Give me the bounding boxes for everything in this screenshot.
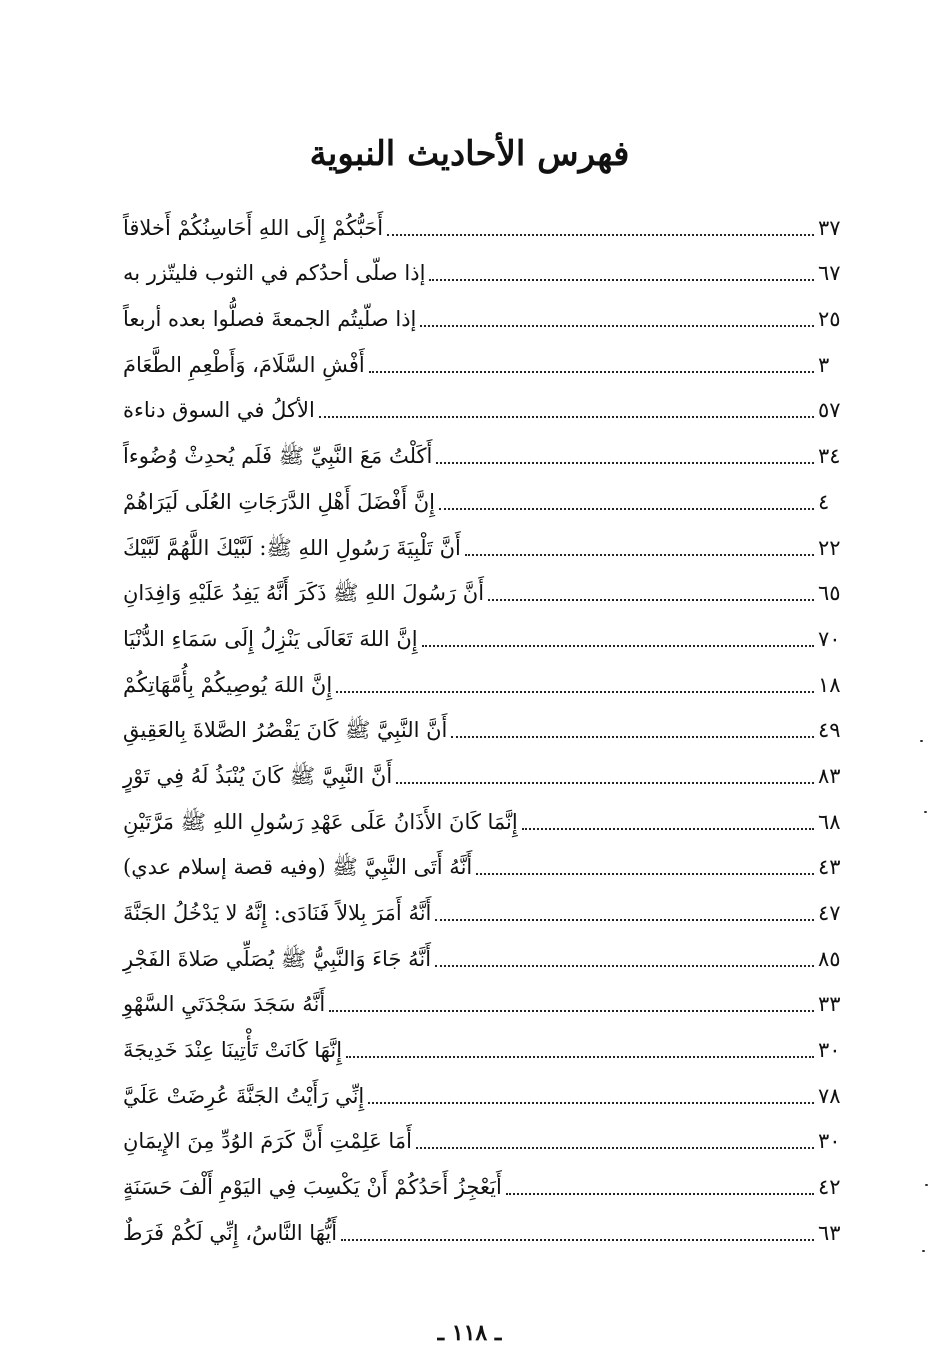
index-entry (123, 979, 846, 1025)
hadith-index-list (123, 202, 846, 1253)
hadith-text: أَيُّهَا النَّاسُ، إِنِّي لَكُمْ فَرَطٌ (123, 1220, 338, 1245)
hadith-text: إِنَّمَا كَانَ الأَذَانُ عَلَى عَهْدِ رَسُولِ اللهِ ﷺ مَرَّتَيْنِ (123, 809, 518, 834)
index-entry (123, 430, 846, 476)
page-number: ـ ١١٨ ـ (437, 1320, 502, 1346)
hadith-text: أَكَلْتُ مَعَ النَّبِيِّ ﷺ فَلَم يُحدِثْ وُضُوءاً (123, 444, 433, 469)
dot-leader (435, 965, 814, 967)
dot-leader (488, 599, 814, 601)
index-entry (123, 613, 846, 659)
scan-speck (920, 740, 923, 742)
hadith-text: إذا صلّيتُم الجمعةَ فصلُّوا بعده أربعاً (123, 307, 417, 332)
index-entry (123, 1070, 846, 1116)
dot-leader (439, 508, 814, 510)
hadith-page-number: ٣٣ (818, 992, 841, 1017)
hadith-page-number: ٣ (818, 352, 830, 377)
dot-leader (420, 325, 814, 327)
hadith-page-number: ٢٢ (818, 535, 841, 560)
dot-leader (422, 645, 814, 647)
dot-leader (396, 782, 814, 784)
index-entry (123, 1161, 846, 1207)
dot-leader (369, 371, 814, 373)
hadith-page-number: ٤٩ (818, 718, 841, 743)
index-entry (123, 842, 846, 888)
scan-speck (924, 811, 927, 813)
hadith-page-number: ٤٢ (818, 1175, 841, 1200)
hadith-text: إذا صلّى أحدُكم في الثوب فليتّزر به (123, 261, 426, 286)
index-entry (123, 887, 846, 933)
hadith-page-number: ٤٧ (818, 901, 841, 925)
index-entry (123, 1116, 846, 1162)
hadith-page-number: ٦٧ (818, 261, 841, 286)
hadith-text: أَنَّ تَلْبِيَةَ رَسُولِ اللهِ ﷺ: لَبَّيْكَ اللَّهُمَّ لَبَّيْكَ (123, 535, 461, 560)
hadith-text: أَحَبُّكُمْ إِلَى اللهِ أَحَاسِنُكُمْ أَخلاقاً (123, 215, 384, 240)
hadith-page-number: ٧٨ (818, 1083, 841, 1108)
hadith-page-number: ٦٥ (818, 581, 841, 606)
scan-speck (922, 1250, 925, 1252)
hadith-page-number: ٥٧ (818, 398, 841, 423)
index-entry (123, 293, 846, 339)
hadith-text: إِنَّ اللهَ تَعَالَى يَنْزِلُ إِلَى سَمَاءِ الدُّنْيَا (123, 626, 418, 651)
hadith-page-number: ٣٧ (818, 215, 841, 240)
hadith-text: أَنَّ رَسُولَ اللهِ ﷺ ذَكَرَ أَنَّهُ يَفِدُ عَلَيْهِ وَافِدَانِ (123, 581, 485, 606)
index-entry (123, 202, 846, 248)
hadith-text: أَنَّهُ جَاءَ وَالنَّبِيُّ ﷺ يُصَلِّي صَلاةَ الفَجْرِ (123, 946, 432, 971)
hadith-text: أَنَّهُ سَجَدَ سَجْدَتَيِ السَّهْوِ (123, 992, 326, 1017)
index-entry (123, 248, 846, 294)
dot-leader (368, 1102, 814, 1104)
index-entry (123, 933, 846, 979)
index-entry (123, 339, 846, 385)
hadith-text: الأكلُ في السوق دناءة (123, 398, 315, 423)
dot-leader (451, 736, 814, 738)
index-entry (123, 1024, 846, 1070)
index-entry (123, 1207, 846, 1253)
dot-leader (436, 462, 814, 464)
page-title: فهرس الأحاديث النبوية (309, 133, 630, 174)
hadith-text: أَنَّ النَّبِيَّ ﷺ كَانَ يَقْصُرُ الصَّلاةَ بِالعَقِيقِ (123, 718, 448, 743)
dot-leader (522, 828, 814, 830)
index-entry (123, 659, 846, 705)
index-entry (123, 796, 846, 842)
dot-leader (429, 279, 814, 281)
hadith-text: أَمَا عَلِمْتِ أَنَّ كَرَمَ الوُدِّ مِنَ الإِيمَانِ (123, 1129, 412, 1154)
hadith-text: إِنِّي رَأَيْتُ الجَنَّةَ عُرِضَتْ عَلَيَّ (123, 1083, 365, 1108)
hadith-page-number: ١٨ (818, 672, 841, 697)
dot-leader (506, 1193, 814, 1195)
index-entry (123, 476, 846, 522)
hadith-page-number: ٦٣ (818, 1220, 841, 1245)
hadith-text: إِنَّ اللهَ يُوصِيكُمْ بِأُمَّهَاتِكُمْ (123, 672, 333, 697)
index-entry (123, 568, 846, 614)
index-entry (123, 750, 846, 796)
hadith-page-number: ٨٣ (818, 763, 841, 788)
hadith-text: إِنَّ أَفْضَلَ أَهْلِ الدَّرَجَاتِ العُلَى لَيَرَاهُمْ (123, 489, 436, 514)
dot-leader (435, 919, 814, 921)
dot-leader (346, 1056, 814, 1058)
hadith-page-number: ٤٣ (818, 855, 841, 880)
index-entry (123, 705, 846, 751)
index-entry (123, 522, 846, 568)
hadith-text: أَنَّهُ أَتَى النَّبِيَّ ﷺ (وفيه قصة إسلام عدي) (123, 855, 473, 880)
hadith-text: أَنَّ النَّبِيَّ ﷺ كَانَ يُنْبَذُ لَهُ فِي تَوْرٍ (123, 763, 393, 788)
hadith-text: أَيَعْجِزُ أَحَدُكُمْ أَنْ يَكْسِبَ فِي اليَوْمِ أَلْفَ حَسَنَةٍ (123, 1175, 502, 1200)
hadith-page-number: ٢٥ (818, 307, 841, 332)
hadith-text: أَفْشِ السَّلَامَ، وَأَطْعِمِ الطَّعَامَ (123, 352, 365, 377)
hadith-text: إِنَّهَا كَانَتْ تَأْتِينَا عِنْدَ خَدِيجَةَ (123, 1038, 343, 1063)
hadith-page-number: ٣٤ (818, 444, 841, 469)
hadith-page-number: ٨٥ (818, 946, 841, 971)
dot-leader (336, 691, 814, 693)
hadith-page-number: ٣٠ (818, 1038, 841, 1063)
dot-leader (319, 416, 814, 418)
dot-leader (341, 1239, 814, 1241)
hadith-page-number: ٦٨ (818, 809, 841, 834)
dot-leader (476, 873, 814, 875)
dot-leader (416, 1147, 814, 1149)
hadith-page-number: ٣٠ (818, 1129, 841, 1154)
hadith-page-number: ٧٠ (818, 626, 841, 651)
dot-leader (465, 554, 814, 556)
hadith-text: أَنَّهُ أَمَرَ بِلالاً فَنَادَى: إِنَّهُ لا يَدْخُلُ الجَنَّةَ (123, 901, 432, 925)
scan-speck (925, 1184, 928, 1186)
index-entry (123, 385, 846, 431)
dot-leader (329, 1010, 814, 1012)
hadith-page-number: ٤ (818, 489, 830, 514)
dot-leader (387, 234, 814, 236)
